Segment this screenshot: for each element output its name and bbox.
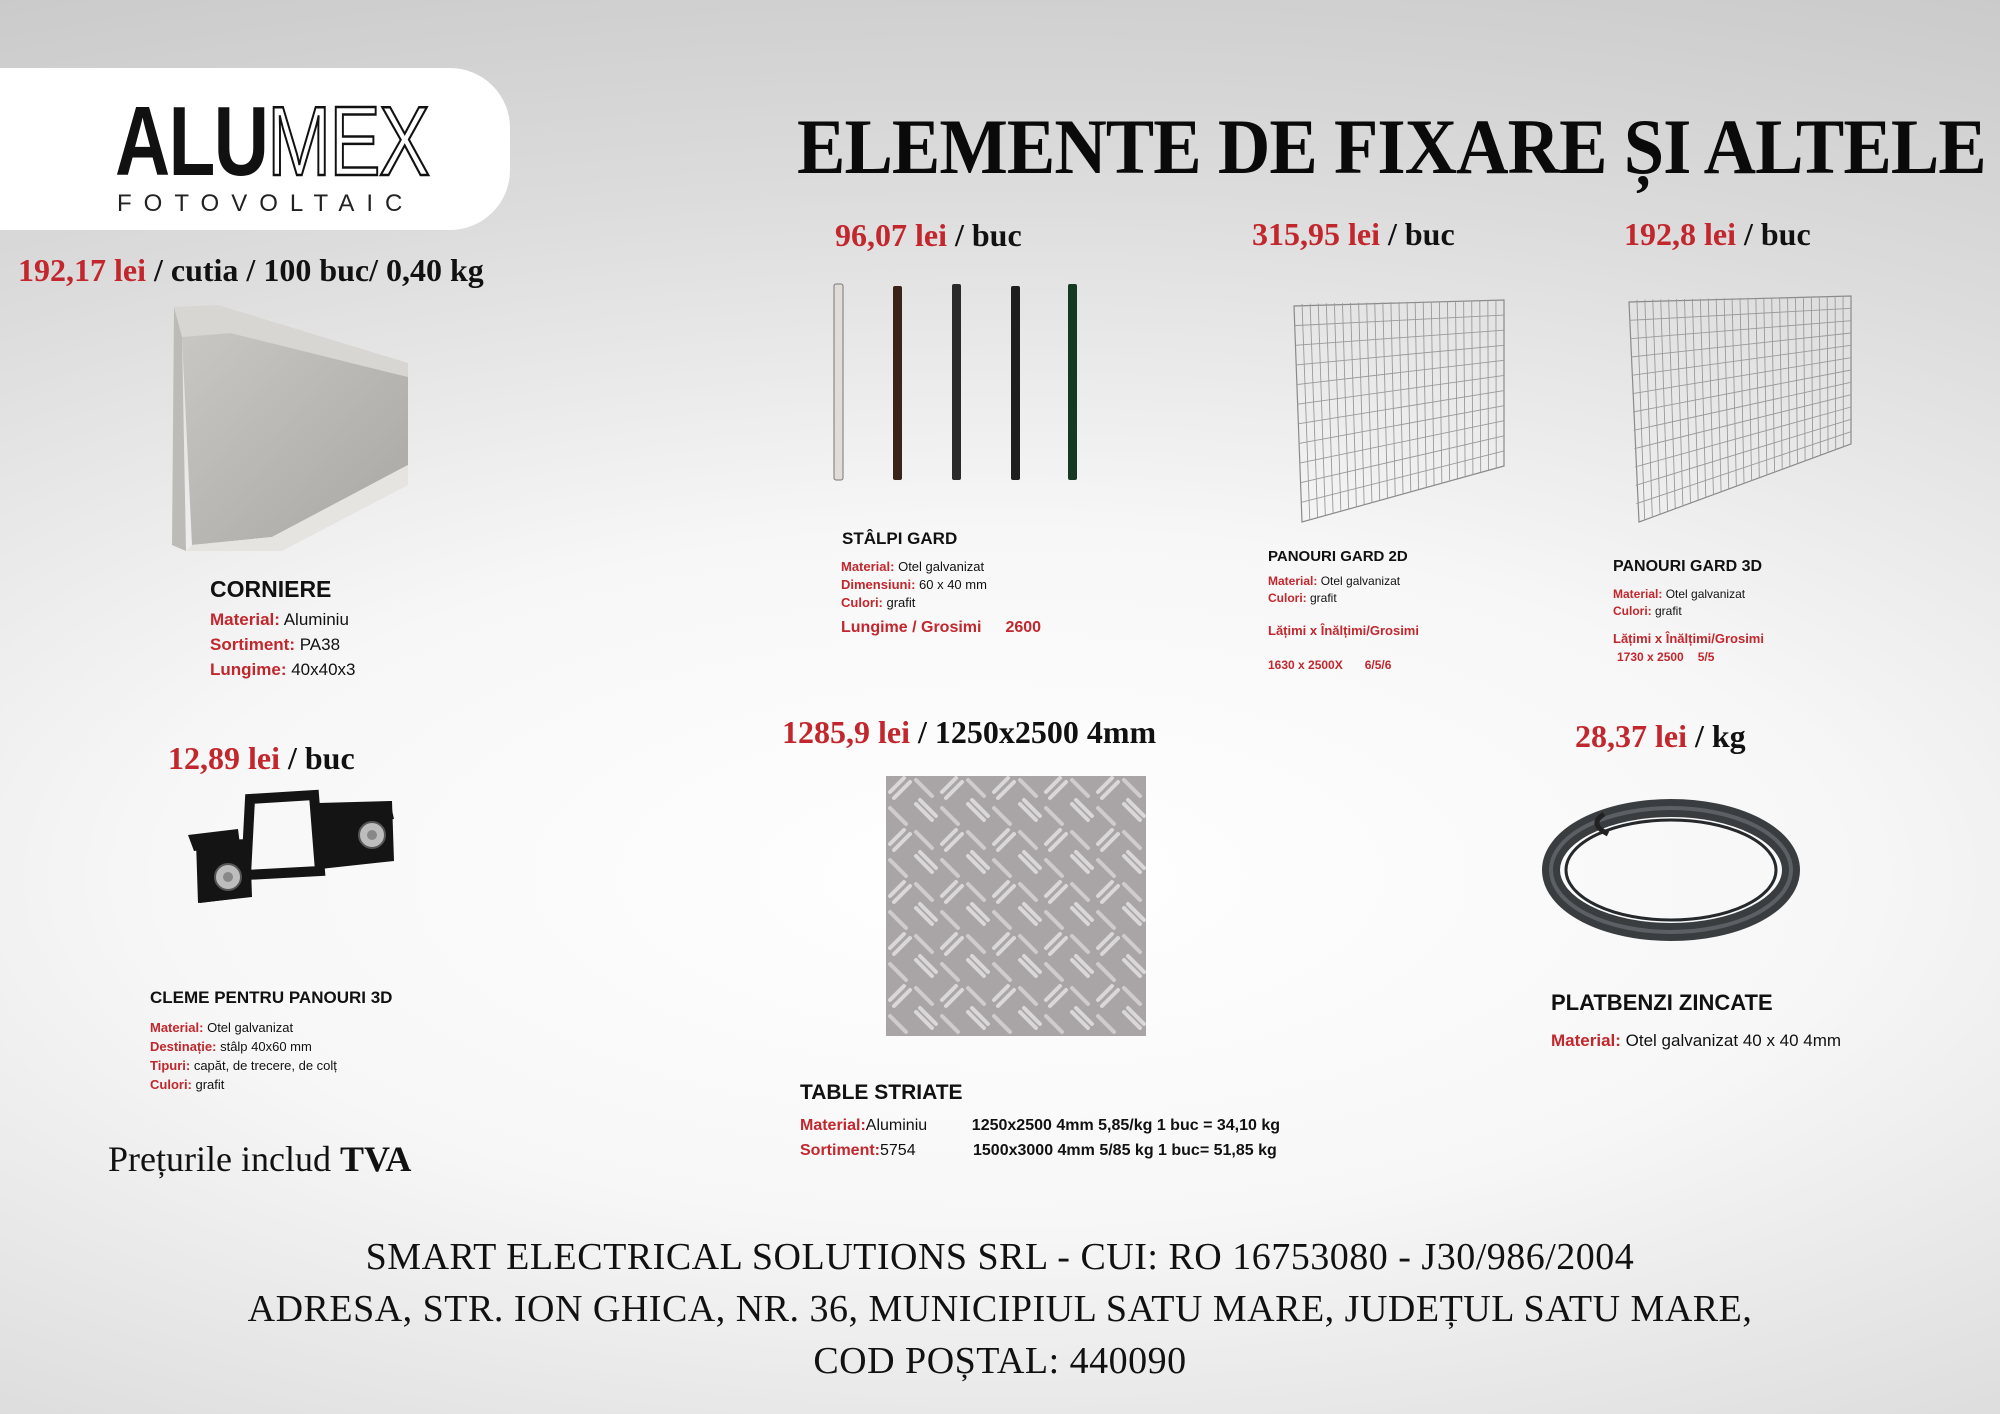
price-corniere <box>18 252 484 289</box>
price-unit: / buc <box>1379 216 1455 252</box>
spec-row: Dimensiuni: 60 x 40 mm <box>841 577 987 592</box>
price-amount: 28,37 lei <box>1575 718 1687 754</box>
cleme-image <box>188 795 400 907</box>
brand-logo <box>115 86 429 196</box>
price-amount: 315,95 lei <box>1252 216 1380 252</box>
spec-row: Culori: grafit <box>1613 604 1682 618</box>
specs-stalpi <box>841 558 987 612</box>
panouri2d-image <box>1292 298 1506 524</box>
price-panouri3d <box>1624 216 1811 253</box>
specs-platbenzi <box>1551 1028 1841 1053</box>
specs-panouri3d <box>1613 586 1745 620</box>
panouri3d-image <box>1627 294 1853 524</box>
spec-row: Destinație: stâlp 40x60 mm <box>150 1039 312 1054</box>
spec-row: Sortiment:5754 1500x3000 4mm 5/85 kg 1 buc= 51,85 kg <box>800 1142 1277 1159</box>
spec-row: Culori: grafit <box>1268 591 1337 605</box>
price-unit: / 1250x2500 4mm <box>909 714 1157 750</box>
product-title-corniere: CORNIERE <box>210 576 332 602</box>
stalpi-length: Lungime / Grosimi 2600 <box>841 619 1042 636</box>
price-unit: / cutia / 100 buc/ 0,40 kg <box>145 252 484 288</box>
footer-company: SMART ELECTRICAL SOLUTIONS SRL - CUI: RO 16753080 - J30/986/2004 <box>365 1236 1635 1278</box>
spec-row: Culori: grafit <box>841 595 916 610</box>
footer-postal-code: COD POȘTAL: 440090 <box>813 1340 1187 1382</box>
specs-table <box>800 1113 1280 1163</box>
panouri2d-dims-label: Lățimi x Înălțimi/Grosimi <box>1268 623 1419 638</box>
price-stalpi <box>835 217 1022 254</box>
specs-corniere <box>210 607 356 682</box>
price-amount: 1285,9 lei <box>782 714 910 750</box>
product-title-stalpi: STÂLPI GARD <box>842 529 958 548</box>
product-title-panouri2d: PANOURI GARD 2D <box>1268 548 1408 565</box>
panouri2d-dims: 1630 x 2500X 6/5/6 <box>1268 658 1392 672</box>
product-title-table: TABLE STRIATE <box>800 1081 963 1104</box>
platbenzi-image <box>1548 804 1794 936</box>
product-title-cleme: CLEME PENTRU PANOURI 3D <box>150 988 393 1007</box>
spec-row: Culori: grafit <box>150 1077 225 1092</box>
spec-row: Material: Otel galvanizat <box>1613 587 1746 601</box>
price-amount: 12,89 lei <box>168 740 280 776</box>
corniere-image <box>172 305 408 551</box>
spec-row: Material:Aluminiu 1250x2500 4mm 5,85/kg 1 buc = 34,10 kg <box>800 1117 1281 1134</box>
spec-row: Sortiment: PA38 <box>210 635 341 654</box>
price-amount: 192,17 lei <box>18 252 146 288</box>
brand-name-part1: ALU <box>115 86 268 196</box>
spec-row: Material: Otel galvanizat <box>1268 574 1401 588</box>
price-cleme <box>168 740 355 777</box>
spec-row: Material: Aluminiu <box>210 610 349 629</box>
price-amount: 96,07 lei <box>835 217 947 253</box>
panouri3d-dims-label: Lățimi x Înălțimi/Grosimi <box>1613 631 1764 646</box>
price-unit: / kg <box>1686 718 1746 754</box>
vat-note: Prețurile includ TVA <box>108 1139 412 1179</box>
spec-row: Material: Otel galvanizat <box>150 1020 294 1035</box>
price-table <box>782 714 1156 751</box>
specs-cleme <box>150 1018 337 1094</box>
spec-row: Tipuri: capăt, de trecere, de colț <box>150 1058 337 1073</box>
brand-tagline: FOTOVOLTAIC <box>117 190 415 217</box>
table-image <box>886 776 1146 1036</box>
price-amount: 192,8 lei <box>1624 216 1736 252</box>
price-unit: / buc <box>279 740 355 776</box>
price-platbenzi <box>1575 718 1746 755</box>
footer-address: ADRESA, STR. ION GHICA, NR. 36, MUNICIPIUL SATU MARE, JUDEȚUL SATU MARE, <box>247 1288 1753 1330</box>
stalpi-image <box>825 282 1085 482</box>
page-title: ELEMENTE DE FIXARE ȘI ALTELE <box>797 103 1986 190</box>
price-panouri2d <box>1252 216 1455 253</box>
spec-row: Material: Otel galvanizat 40 x 40 4mm <box>1551 1031 1842 1050</box>
price-unit: / buc <box>1735 216 1811 252</box>
spec-row: Material: Otel galvanizat <box>841 559 985 574</box>
product-title-platbenzi: PLATBENZI ZINCATE <box>1551 990 1773 1015</box>
product-title-panouri3d: PANOURI GARD 3D <box>1613 558 1763 575</box>
panouri3d-dims: 1730 x 2500 5/5 <box>1617 650 1715 664</box>
specs-panouri2d <box>1268 573 1400 607</box>
spec-row: Lungime: 40x40x3 <box>210 660 356 679</box>
price-unit: / buc <box>946 217 1022 253</box>
brand-name-part2: MEX <box>267 86 429 196</box>
